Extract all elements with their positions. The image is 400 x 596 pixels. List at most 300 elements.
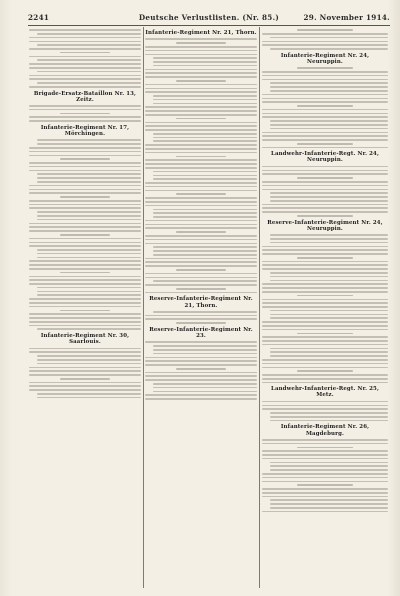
- text-line: [262, 181, 388, 183]
- text-line: [270, 276, 388, 278]
- text-line: [297, 177, 352, 179]
- text-line: [262, 94, 388, 96]
- text-line: [145, 182, 257, 184]
- text-line: [37, 359, 141, 361]
- text-line: [270, 314, 388, 316]
- text-line: [262, 189, 388, 191]
- text-line: [262, 291, 388, 293]
- text-line: [29, 109, 141, 111]
- text-line: [37, 82, 141, 84]
- text-line: [145, 106, 257, 108]
- text-line: [270, 420, 388, 422]
- section-heading: Landwehr-Infanterie-Regt. Nr. 25, Metz.: [271, 386, 379, 399]
- text-line: [29, 189, 141, 191]
- column-3: [262, 27, 388, 590]
- text-line: [262, 488, 388, 490]
- text-line: [37, 139, 141, 141]
- text-line: [29, 317, 141, 319]
- text-line: [153, 250, 257, 252]
- text-line: [262, 481, 388, 483]
- text-line: [262, 71, 388, 73]
- text-line: [297, 29, 352, 31]
- text-line: [29, 382, 141, 384]
- text-line: [29, 306, 141, 308]
- text-line: [37, 59, 141, 61]
- text-line: [29, 207, 141, 209]
- text-line: [270, 465, 388, 467]
- text-line: [153, 387, 257, 389]
- text-line: [145, 88, 257, 90]
- page-number: 2241: [28, 13, 50, 22]
- text-line: [145, 197, 257, 199]
- section-heading: Reserve-Infanterie-Regiment Nr. 23.: [149, 326, 253, 340]
- column-2: [145, 27, 257, 590]
- text-line: [153, 137, 257, 139]
- text-line: [145, 277, 257, 279]
- text-line: [262, 268, 388, 270]
- text-line: [270, 280, 388, 282]
- text-line: [270, 355, 388, 357]
- text-line: [262, 44, 388, 46]
- casualty-section: [262, 424, 388, 512]
- text-line: [153, 345, 257, 347]
- text-line: [29, 321, 141, 323]
- text-line: [145, 129, 257, 131]
- text-line: [29, 302, 141, 304]
- text-line: [262, 477, 388, 479]
- text-line: [29, 367, 141, 369]
- text-line: [145, 394, 257, 396]
- section-heading: Infanterie-Regiment Nr. 24, Neuruppin.: [280, 52, 370, 65]
- text-line: [29, 370, 141, 372]
- text-line: [262, 207, 388, 209]
- text-line: [262, 261, 388, 263]
- issue-date: 29. November 1914.: [303, 13, 390, 22]
- text-line: [29, 147, 141, 149]
- text-line: [29, 245, 141, 247]
- text-line: [153, 57, 257, 59]
- text-line: [270, 412, 388, 414]
- text-line: [37, 177, 141, 179]
- text-line: [262, 116, 388, 118]
- text-line: [270, 462, 388, 464]
- text-line: [270, 192, 388, 194]
- text-line: [297, 447, 352, 449]
- text-line: [145, 360, 257, 362]
- text-line: [145, 201, 257, 203]
- publication-title: Deutsche Verlustlisten.: [138, 13, 240, 22]
- text-line: [297, 143, 352, 145]
- text-line: [60, 310, 109, 312]
- text-line: [145, 69, 257, 71]
- text-line: [37, 355, 141, 357]
- text-line: [145, 76, 257, 78]
- text-line: [262, 321, 388, 323]
- casualty-section: [145, 280, 257, 316]
- text-line: [145, 159, 257, 161]
- casualty-section: [29, 125, 141, 319]
- section-heading: Infanterie-Regiment Nr. 30, Saarlouis.: [40, 333, 130, 346]
- text-line: [270, 238, 388, 240]
- text-line: [262, 443, 388, 445]
- text-line: [60, 272, 109, 274]
- text-line: [145, 50, 257, 52]
- text-line: [145, 372, 257, 374]
- text-line: [29, 223, 141, 225]
- text-line: [153, 254, 257, 256]
- text-line: [262, 101, 388, 103]
- text-line: [262, 439, 388, 441]
- text-line: [270, 242, 388, 244]
- text-line: [29, 200, 141, 202]
- text-line: [262, 299, 388, 301]
- text-line: [262, 139, 388, 141]
- text-line: [262, 344, 388, 346]
- text-line: [176, 193, 225, 195]
- text-line: [297, 215, 352, 217]
- text-line: [153, 99, 257, 101]
- text-line: [60, 113, 109, 115]
- text-line: [29, 238, 141, 240]
- text-line: [29, 63, 141, 65]
- text-line: [29, 351, 141, 353]
- text-line: [29, 374, 141, 376]
- text-line: [297, 370, 352, 372]
- text-line: [145, 273, 257, 275]
- text-line: [37, 397, 141, 399]
- text-line: [37, 181, 141, 183]
- text-line: [29, 170, 141, 172]
- text-line: [262, 98, 388, 100]
- text-line: [153, 178, 257, 180]
- text-line: [262, 264, 388, 266]
- text-line: [29, 268, 141, 270]
- text-line: [37, 143, 141, 145]
- text-line: [262, 246, 388, 248]
- section-heading: Reserve-Infanterie-Regiment Nr. 21, Thorn.: [149, 296, 253, 309]
- text-line: [37, 253, 141, 255]
- text-line: [145, 110, 257, 112]
- text-line: [37, 291, 141, 293]
- text-line: [262, 249, 388, 251]
- text-line: [176, 322, 225, 324]
- text-line: [37, 219, 141, 221]
- text-line: [262, 33, 388, 35]
- text-line: [145, 144, 257, 146]
- casualty-section: [145, 30, 257, 278]
- text-line: [262, 302, 388, 304]
- text-line: [270, 82, 388, 84]
- text-line: [145, 265, 257, 267]
- text-line: [37, 215, 141, 217]
- section-heading: Landwehr-Infanterie-Regt. Nr. 24, Neuruppin.: [271, 151, 379, 164]
- text-line: [29, 48, 141, 50]
- text-line: [145, 239, 257, 241]
- text-line: [29, 260, 141, 262]
- text-line: [262, 185, 388, 187]
- text-line: [262, 401, 388, 403]
- text-line: [176, 368, 225, 370]
- text-line: [153, 95, 257, 97]
- text-line: [297, 257, 352, 259]
- text-line: [29, 75, 141, 77]
- text-line: [29, 120, 141, 122]
- text-line: [29, 78, 141, 80]
- text-line: [262, 496, 388, 498]
- text-line: [29, 226, 141, 228]
- text-line: [262, 204, 388, 206]
- text-line: [145, 114, 257, 116]
- text-line: [29, 162, 141, 164]
- text-line: [29, 313, 141, 315]
- text-line: [153, 171, 257, 173]
- text-line: [262, 378, 388, 380]
- text-line: [297, 484, 352, 486]
- text-line: [37, 257, 141, 259]
- text-line: [153, 140, 257, 142]
- text-line: [145, 261, 257, 263]
- text-line: [262, 329, 388, 331]
- text-line: [29, 151, 141, 153]
- text-line: [145, 122, 257, 124]
- section-heading: Infanterie-Regiment Nr. 26, Magdeburg.: [280, 424, 370, 437]
- casualty-section: [262, 29, 388, 148]
- text-line: [262, 382, 388, 384]
- section-heading: Brigade-Ersatz-Bataillon Nr. 13, Zeitz.: [33, 90, 137, 103]
- text-line: [153, 391, 257, 393]
- text-line: [176, 156, 225, 158]
- text-line: [262, 211, 388, 213]
- text-line: [29, 37, 141, 39]
- text-line: [262, 79, 388, 81]
- text-line: [297, 105, 352, 107]
- casualty-section: [145, 318, 257, 399]
- text-line: [145, 152, 257, 154]
- text-line: [262, 454, 388, 456]
- text-line: [145, 227, 257, 229]
- casualty-section: [29, 321, 141, 399]
- text-line: [37, 33, 141, 35]
- text-line: [262, 132, 388, 134]
- text-line: [153, 65, 257, 67]
- issue-number: (Nr. 85.): [242, 13, 280, 22]
- text-line: [270, 272, 388, 274]
- text-line: [270, 416, 388, 418]
- text-line: [262, 135, 388, 137]
- text-line: [262, 75, 388, 77]
- text-line: [29, 264, 141, 266]
- text-line: [29, 279, 141, 281]
- text-line: [262, 492, 388, 494]
- text-line: [262, 287, 388, 289]
- casualty-section: [262, 386, 388, 421]
- text-line: [262, 511, 388, 513]
- text-line: [29, 116, 141, 118]
- text-line: [153, 209, 257, 211]
- text-line: [262, 41, 388, 43]
- text-line: [262, 113, 388, 115]
- text-line: [29, 155, 141, 157]
- text-line: [145, 148, 257, 150]
- text-line: [145, 186, 257, 188]
- text-line: [262, 170, 388, 172]
- text-line: [153, 103, 257, 105]
- text-line: [145, 357, 257, 359]
- text-line: [270, 86, 388, 88]
- text-line: [145, 190, 257, 192]
- text-line: [145, 243, 257, 245]
- text-line: [29, 325, 141, 327]
- text-line: [145, 284, 257, 286]
- text-line: [60, 158, 109, 160]
- text-line: [153, 175, 257, 177]
- section-heading: Infanterie-Regiment Nr. 17, Mörchingen.: [40, 124, 130, 138]
- text-line: [270, 310, 388, 312]
- text-line: [270, 37, 388, 39]
- text-line: [297, 333, 352, 335]
- text-line: [29, 185, 141, 187]
- text-line: [153, 133, 257, 135]
- text-line: [145, 318, 257, 320]
- text-line: [29, 230, 141, 232]
- text-line: [262, 325, 388, 327]
- text-line: [176, 269, 225, 271]
- text-line: [29, 276, 141, 278]
- text-line: [270, 507, 388, 509]
- text-line: [262, 340, 388, 342]
- text-line: [60, 52, 109, 54]
- text-line: [262, 408, 388, 410]
- text-line: [145, 205, 257, 207]
- section-heading: Reserve-Infanterie-Regiment Nr. 24, Neuruppin.: [267, 219, 383, 232]
- text-line: [153, 311, 257, 313]
- text-line: [153, 212, 257, 214]
- text-line: [270, 351, 388, 353]
- text-line: [60, 196, 109, 198]
- text-line: [176, 231, 225, 233]
- text-line: [145, 91, 257, 93]
- text-line: [37, 287, 141, 289]
- page-header: [28, 11, 390, 26]
- text-line: [145, 341, 257, 343]
- text-line: [262, 166, 388, 168]
- text-line: [145, 364, 257, 366]
- text-line: [145, 220, 257, 222]
- text-line: [176, 118, 225, 120]
- text-line: [176, 42, 225, 44]
- text-line: [262, 450, 388, 452]
- text-line: [145, 379, 257, 381]
- text-line: [29, 86, 141, 88]
- text-line: [145, 235, 257, 237]
- text-line: [270, 120, 388, 122]
- text-line: [37, 71, 141, 73]
- text-line: [270, 499, 388, 501]
- text-line: [37, 363, 141, 365]
- text-line: [145, 224, 257, 226]
- text-line: [262, 374, 388, 376]
- text-line: [29, 242, 141, 244]
- text-line: [29, 166, 141, 168]
- column-1: [29, 27, 141, 590]
- text-line: [262, 253, 388, 255]
- text-line: [145, 46, 257, 48]
- text-line: [37, 393, 141, 395]
- text-line: [270, 48, 388, 50]
- text-line: [153, 353, 257, 355]
- text-line: [270, 234, 388, 236]
- text-line: [29, 41, 141, 43]
- text-line: [270, 200, 388, 202]
- text-line: [153, 246, 257, 248]
- text-line: [145, 38, 257, 40]
- text-line: [270, 469, 388, 471]
- text-line: [29, 56, 141, 58]
- text-line: [29, 283, 141, 285]
- text-line: [145, 84, 257, 86]
- text-line: [145, 315, 257, 317]
- text-line: [37, 173, 141, 175]
- text-line: [145, 292, 257, 294]
- text-line: [297, 295, 352, 297]
- text-line: [262, 147, 388, 149]
- text-line: [145, 125, 257, 127]
- text-line: [29, 385, 141, 387]
- text-line: [29, 348, 141, 350]
- text-line: [153, 216, 257, 218]
- text-line: [29, 67, 141, 69]
- text-line: [60, 234, 109, 236]
- text-line: [37, 328, 141, 330]
- text-line: [270, 503, 388, 505]
- text-line: [262, 367, 388, 369]
- column-divider: [143, 27, 144, 588]
- text-line: [29, 192, 141, 194]
- text-line: [29, 29, 141, 31]
- text-line: [37, 294, 141, 296]
- column-divider: [259, 27, 260, 588]
- text-line: [145, 167, 257, 169]
- text-line: [262, 473, 388, 475]
- text-line: [153, 349, 257, 351]
- text-line: [262, 173, 388, 175]
- text-line: [145, 398, 257, 400]
- text-line: [262, 458, 388, 460]
- text-line: [262, 306, 388, 308]
- text-line: [270, 90, 388, 92]
- text-line: [145, 54, 257, 56]
- text-line: [262, 363, 388, 365]
- text-line: [29, 105, 141, 107]
- text-line: [145, 375, 257, 377]
- section-heading: Infanterie-Regiment Nr. 21, Thorn.: [145, 30, 257, 36]
- text-line: [29, 389, 141, 391]
- text-line: [153, 61, 257, 63]
- text-line: [262, 405, 388, 407]
- text-line: [145, 163, 257, 165]
- text-line: [262, 336, 388, 338]
- text-line: [37, 211, 141, 213]
- text-line: [153, 383, 257, 385]
- casualty-section: [29, 29, 141, 122]
- text-line: [176, 80, 225, 82]
- text-line: [153, 280, 257, 282]
- text-line: [37, 44, 141, 46]
- text-line: [297, 67, 352, 69]
- text-line: [145, 72, 257, 74]
- text-line: [37, 249, 141, 251]
- casualty-section: [262, 151, 388, 216]
